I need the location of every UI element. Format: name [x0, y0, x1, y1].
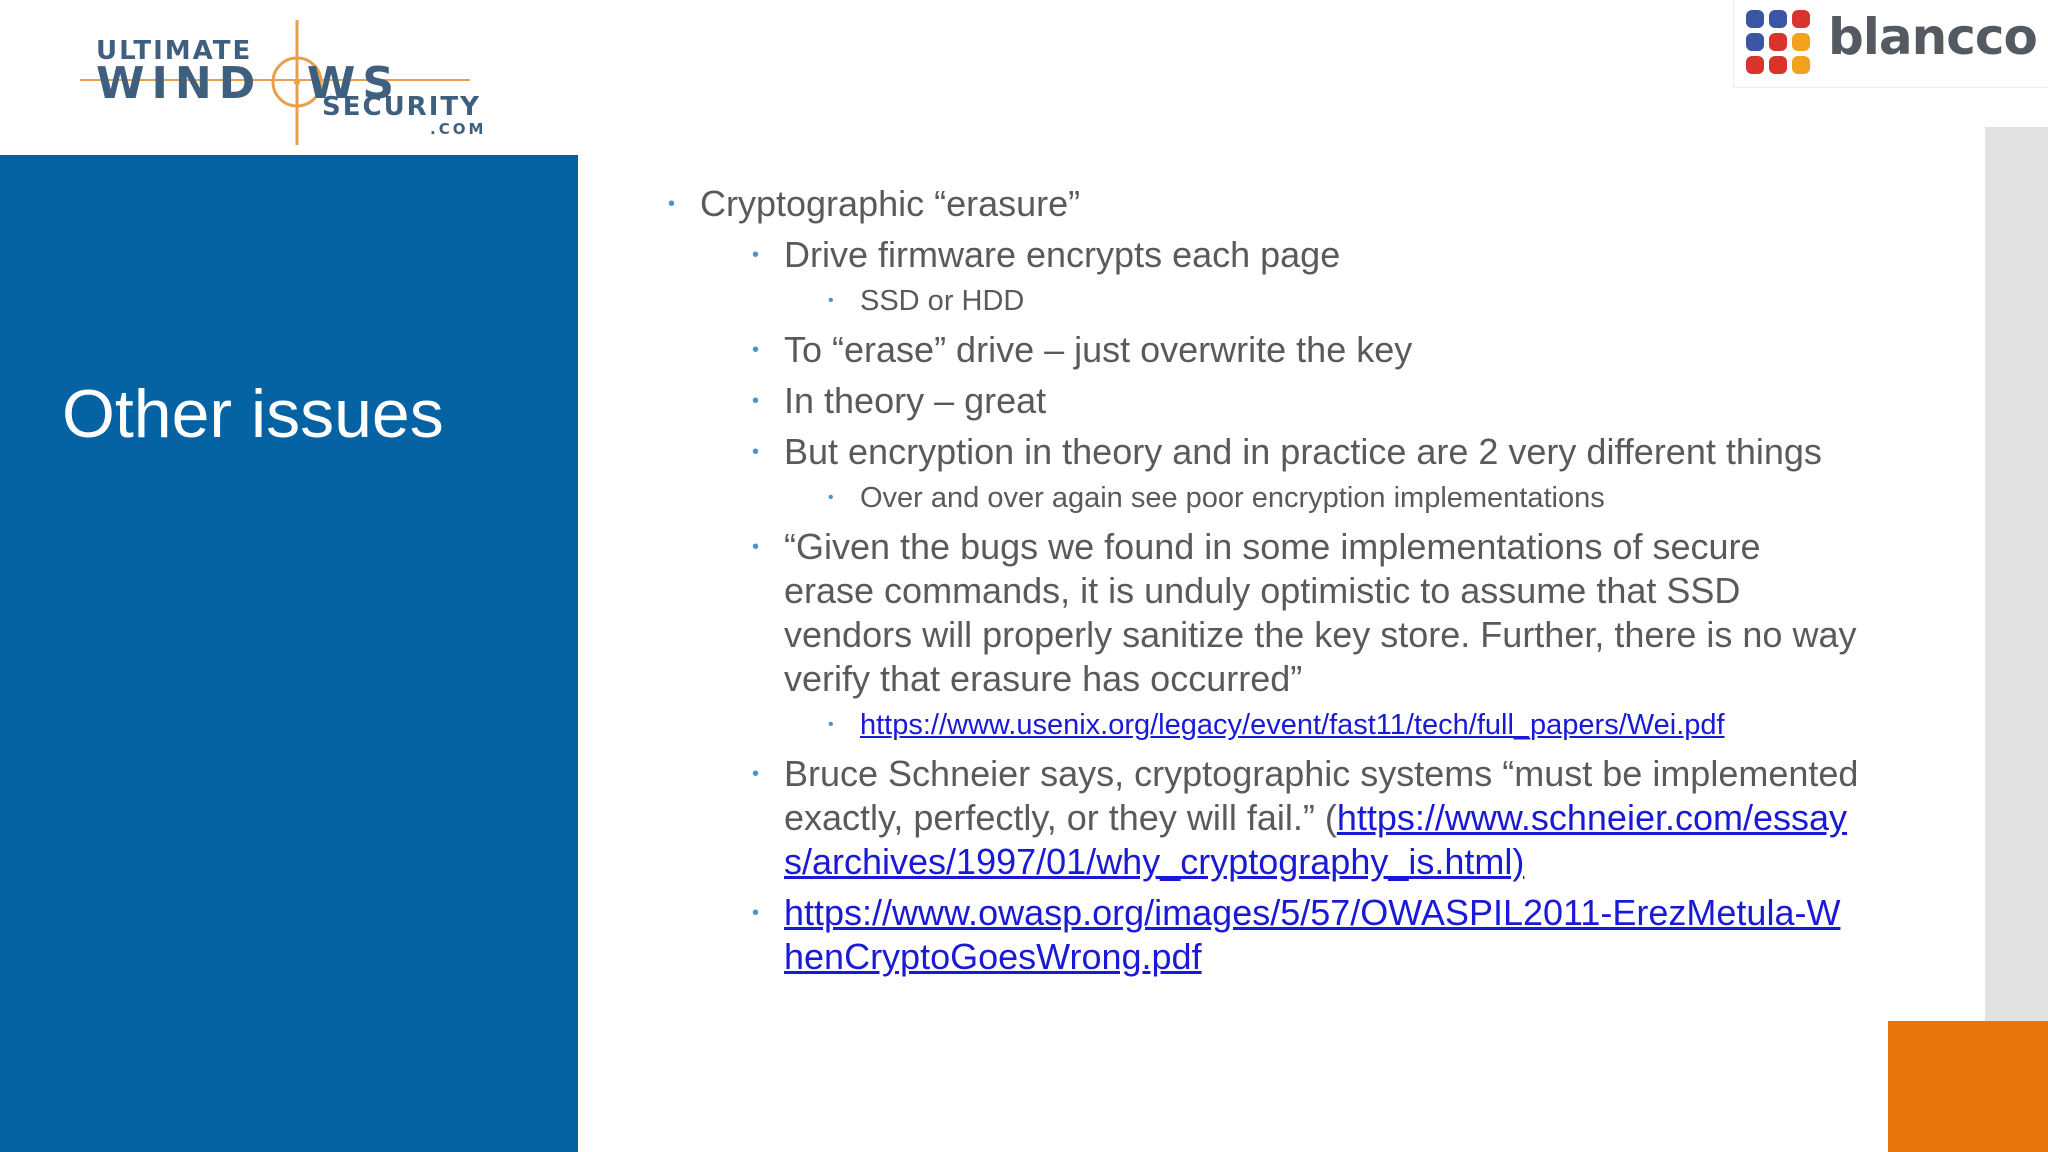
logo-line-security: SECURITY: [322, 92, 481, 122]
bullet-icon: •: [752, 441, 760, 463]
list-item: [820, 705, 1860, 745]
list-item: [744, 379, 1860, 423]
bullet-content: [660, 182, 1860, 979]
usenix-link[interactable]: https://www.usenix.org/legacy/event/fast11/tech/full_papers/Wei.pdf: [860, 709, 1725, 741]
bullet-icon: •: [752, 763, 760, 785]
logo-line-ultimate: ULTIMATE: [96, 36, 253, 66]
list-item: [820, 478, 1860, 518]
quote-text: “Given the bugs we found in some implementations of secure erase commands, it is unduly optimistic to assume that SSD vendors will properly sanitize the key store. Further, there is no way verify that erasure has occurred”: [784, 526, 1857, 699]
blancco-dots-icon: [1744, 8, 1814, 78]
schneier-link[interactable]: https://www.schneier.com/essays/archives/1997/01/why_cryptography_is.html): [784, 797, 1848, 882]
list-item: [744, 233, 1860, 277]
grey-side-bar: [1985, 127, 2048, 1022]
bullet-text: To “erase” drive – just overwrite the key: [784, 329, 1413, 370]
logo-line-com: .COM: [430, 120, 487, 138]
list-item: [744, 328, 1860, 372]
bullet-text: SSD or HDD: [860, 285, 1025, 317]
ultimate-windows-security-logo: [70, 20, 510, 150]
bullet-icon: •: [752, 339, 760, 361]
list-item: [660, 182, 1860, 226]
list-item: [744, 430, 1860, 474]
bullet-icon: •: [752, 390, 760, 412]
bullet-text: Over and over again see poor encryption implementations: [860, 482, 1605, 514]
title-panel: [0, 155, 578, 1152]
bullet-icon: •: [752, 536, 760, 558]
bullet-text: Cryptographic “erasure”: [700, 183, 1081, 224]
bullet-icon: •: [752, 902, 760, 924]
slide-title: Other issues: [62, 376, 444, 452]
bullet-text: Drive firmware encrypts each page: [784, 234, 1341, 275]
list-item: [744, 891, 1860, 979]
list-item: [820, 281, 1860, 321]
owasp-link[interactable]: https://www.owasp.org/images/5/57/OWASPIL2011-ErezMetula-WhenCryptoGoesWrong.pdf: [784, 892, 1841, 977]
blancco-wordmark: blancco: [1828, 8, 2037, 66]
bullet-icon: •: [752, 244, 760, 266]
orange-accent-box: [1888, 1021, 2048, 1152]
list-item: [744, 752, 1860, 884]
bullet-icon: •: [668, 193, 676, 215]
bullet-icon: •: [828, 489, 834, 506]
list-item: [744, 525, 1860, 701]
bullet-text: In theory – great: [784, 380, 1047, 421]
bullet-icon: •: [828, 292, 834, 309]
bullet-icon: •: [828, 716, 834, 733]
bullet-text: But encryption in theory and in practice are 2 very different things: [784, 431, 1822, 472]
blancco-logo: [1733, 0, 2048, 88]
logo-line-windows: WIND WS: [96, 58, 402, 109]
bullet-text: Bruce Schneier says, cryptographic systems “must be implemented exactly, perfectly, or they will fail.” (: [784, 753, 1859, 838]
